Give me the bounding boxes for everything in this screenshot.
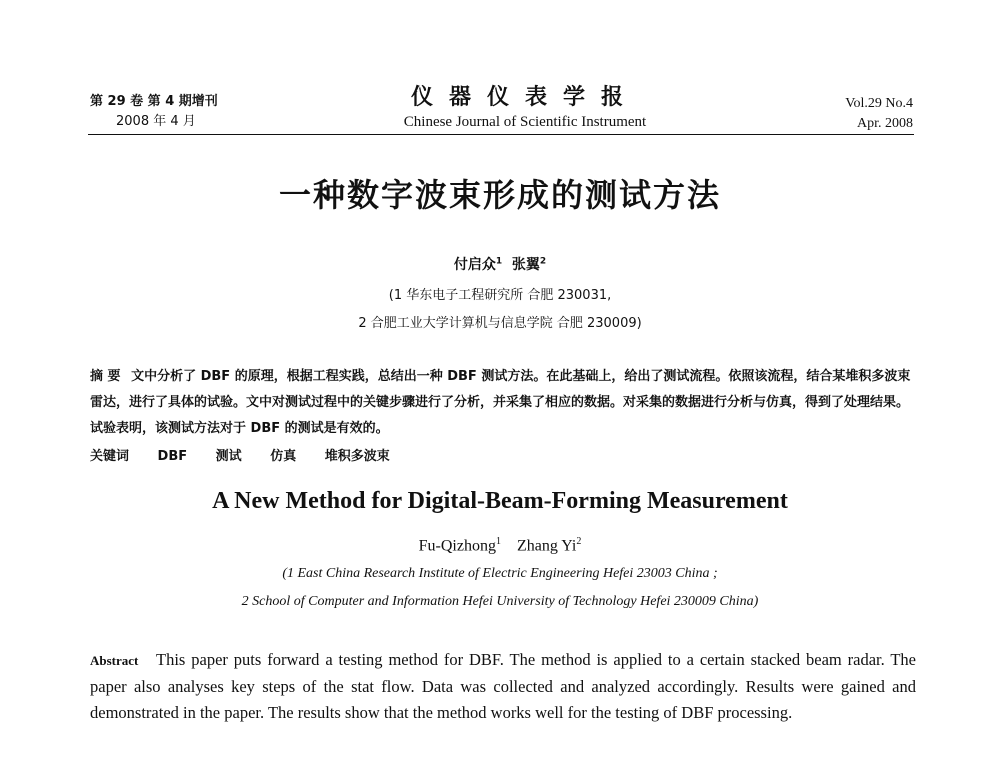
header-vol-no: Vol.29 No.4 (845, 96, 913, 111)
author-2-cn-sup: 2 (539, 256, 547, 267)
affiliation-cn-2: 2 合肥工业大学计算机与信息学院 合肥 230009) (358, 316, 642, 331)
author-1-en-sup: 1 (495, 536, 501, 547)
keyword-cn: 仿真 (270, 449, 297, 464)
abstract-cn-label: 摘 要 (90, 369, 121, 384)
journal-title-en: Chinese Journal of Scientific Instrument (403, 114, 647, 130)
author-2-cn: 张翼 (511, 257, 540, 273)
authors-en (0, 536, 1000, 555)
author-2-en: Zhang Yi (516, 537, 577, 555)
header-volume-issue: 第 29 卷 第 4 期增刊 (90, 94, 218, 109)
author-2-en-sup: 2 (576, 536, 582, 547)
header-issue-info (90, 92, 218, 132)
header-divider (88, 134, 914, 135)
header-journal (360, 84, 690, 132)
keywords-cn (90, 445, 414, 464)
author-1-en: Fu-Qizhong (418, 537, 496, 555)
journal-title-cn: 仪器仪表学报 (410, 85, 639, 110)
paper-title-cn: 一种数字波束形成的测试方法 (278, 176, 721, 214)
header-date-cn: 2008 年 4 月 (116, 114, 196, 129)
abstract-en-text: This paper puts forward a testing method for DBF. The method is applied to a certain stacked beam radar. The paper also analyses key steps of the stat flow. Data was collected and analyzed accordingly. Results were gained and demonstrated in the paper. The results show that the method works well for the testing of DBF processing. (90, 650, 916, 722)
keywords-cn-label: 关键词 (90, 449, 130, 464)
abstract-en-label: Abstract (90, 653, 139, 668)
header-date-en: Apr. 2008 (857, 116, 913, 131)
keyword-cn: 堆积多波束 (324, 449, 390, 464)
abstract-en (90, 647, 916, 726)
affiliation-en-2: 2 School of Computer and Information Hefei University of Technology Hefei 230009 China) (241, 594, 759, 609)
abstract-cn-text: 文中分析了 DBF 的原理，根据工程实践，总结出一种 DBF 测试方法。在此基础上，给出了测试流程。依照该流程，结合某堆积多波束雷达，进行了具体的试验。文中对测试过程中的关键步骤进行了分析，并采集了相应的数据。对采集的数据进行分析与仿真，得到了处理结果。试验表明，该测试方法对于 DBF 的测试是有效的。 (90, 369, 911, 436)
keyword-cn: 测试 (215, 449, 242, 464)
author-1-cn: 付启众 (453, 257, 496, 273)
affiliation-cn-1: (1 华东电子工程研究所 合肥 230031, (388, 288, 612, 303)
keyword-cn: DBF (157, 449, 188, 464)
author-1-cn-sup: 1 (495, 256, 503, 267)
paper-title-en: A New Method for Digital-Beam-Forming Measurement (212, 488, 788, 514)
abstract-cn (90, 364, 920, 442)
affiliation-en-1: (1 East China Research Institute of Electric Engineering Hefei 23003 China ; (282, 566, 718, 581)
authors-cn (0, 254, 1000, 274)
header-volume-en (845, 94, 913, 134)
